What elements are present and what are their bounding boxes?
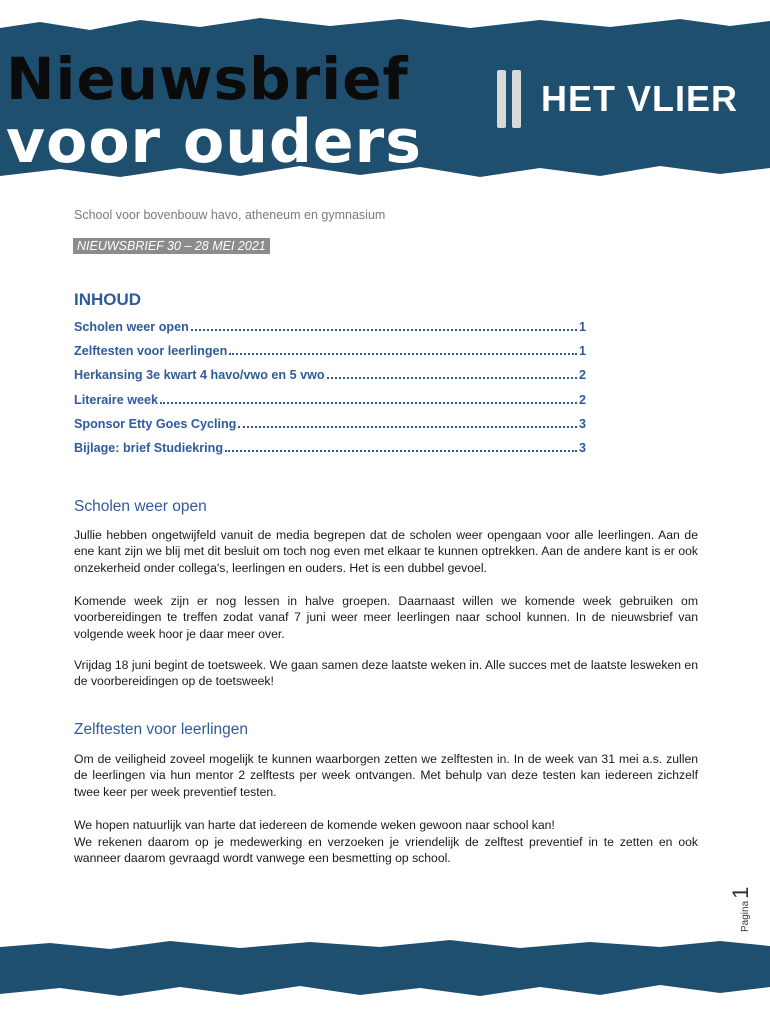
toc-item-page[interactable]: 3 bbox=[578, 440, 586, 455]
paragraph: Vrijdag 18 juni begint de toetsweek. We gaan samen deze laatste weken in. Alle succes met de laatste lesweken en de voorbereidingen op de toetsweek! bbox=[74, 658, 698, 689]
toc-item-label[interactable]: Sponsor Etty Goes Cycling bbox=[74, 416, 237, 431]
toc-leader bbox=[225, 450, 577, 452]
paragraph: We rekenen daarom op je medewerking en verzoeken je vriendelijk de zelftest preventief in te zetten en ook wanneer daarom gevraagd wordt vanwege een besmetting op school. bbox=[74, 835, 698, 866]
title-line-1: Nieuwsbrief bbox=[6, 45, 409, 113]
toc-item[interactable] bbox=[74, 441, 586, 465]
toc-leader bbox=[191, 329, 577, 331]
section-heading-zelftesten: Zelftesten voor leerlingen bbox=[74, 721, 249, 738]
toc-item-page[interactable]: 1 bbox=[578, 344, 586, 359]
section-heading-scholen: Scholen weer open bbox=[74, 498, 207, 515]
toc-item-label[interactable]: Zelftesten voor leerlingen bbox=[74, 344, 228, 359]
toc-item-label[interactable]: Bijlage: brief Studiekring bbox=[74, 440, 224, 455]
toc-leader bbox=[327, 377, 577, 379]
toc-item-page[interactable]: 2 bbox=[578, 368, 586, 383]
toc-item[interactable] bbox=[74, 320, 586, 344]
toc-leader bbox=[229, 353, 577, 355]
toc-item[interactable] bbox=[74, 368, 586, 392]
table-of-contents bbox=[74, 320, 586, 465]
toc-item[interactable] bbox=[74, 344, 586, 368]
issue-badge: NIEUWSBRIEF 30 – 28 MEI 2021 bbox=[73, 238, 270, 254]
toc-item-page[interactable]: 2 bbox=[578, 392, 586, 407]
title-line-2: voor ouders bbox=[6, 107, 422, 177]
page-number-value: 1 bbox=[728, 886, 753, 899]
paragraph: Jullie hebben ongetwijfeld vanuit de media begrepen dat de scholen weer opengaan voor alle leerlingen. Aan de ene kant zijn we blij met dit besluit om toch nog even met elkaar te kunnen optrekken. Aan de andere kant is er ook onzekerheid onder collega's, leerlingen en ouders. Het is een dubbel gevoel. bbox=[74, 528, 698, 575]
toc-item-label[interactable]: Herkansing 3e kwart 4 havo/vwo en 5 vwo bbox=[74, 368, 325, 383]
logo-bars-icon bbox=[497, 70, 521, 128]
school-subtitle: School voor bovenbouw havo, atheneum en gymnasium bbox=[74, 208, 386, 222]
header-banner bbox=[0, 0, 770, 190]
toc-item-page[interactable]: 3 bbox=[578, 416, 586, 431]
paragraph: Om de veiligheid zoveel mogelijk te kunnen waarborgen zetten we zelftesten in. In de week van 31 mei a.s. zullen de leerlingen via hun mentor 2 zelftests per week ontvangen. Met behulp van deze testen kan iedereen zichzelf twee keer per week preventief testen. bbox=[74, 752, 698, 799]
footer-banner bbox=[0, 935, 770, 1005]
toc-leader bbox=[160, 402, 577, 404]
logo-text: HET VLIER bbox=[541, 78, 739, 119]
page-label: Pagina bbox=[740, 900, 751, 932]
toc-heading: INHOUD bbox=[74, 290, 142, 309]
paragraph: We hopen natuurlijk van harte dat iedereen de komende weken gewoon naar school kan! bbox=[74, 818, 555, 832]
toc-item-label[interactable]: Scholen weer open bbox=[74, 320, 189, 334]
paragraph: Komende week zijn er nog lessen in halve groepen. Daarnaast willen we komende week gebruiken om voorbereidingen te treffen zodat vanaf 7 juni weer meer leerlingen naar school kunnen. In de nieuwsbrief van volgende week hoor je daar meer over. bbox=[74, 594, 698, 641]
page-number bbox=[724, 870, 754, 940]
toc-item[interactable] bbox=[74, 417, 586, 441]
newsletter-title bbox=[6, 45, 422, 177]
toc-leader bbox=[238, 426, 577, 428]
toc-item[interactable] bbox=[74, 393, 586, 417]
toc-item-page[interactable]: 1 bbox=[578, 320, 586, 334]
toc-item-label[interactable]: Literaire week bbox=[74, 392, 159, 407]
school-logo bbox=[497, 70, 738, 128]
